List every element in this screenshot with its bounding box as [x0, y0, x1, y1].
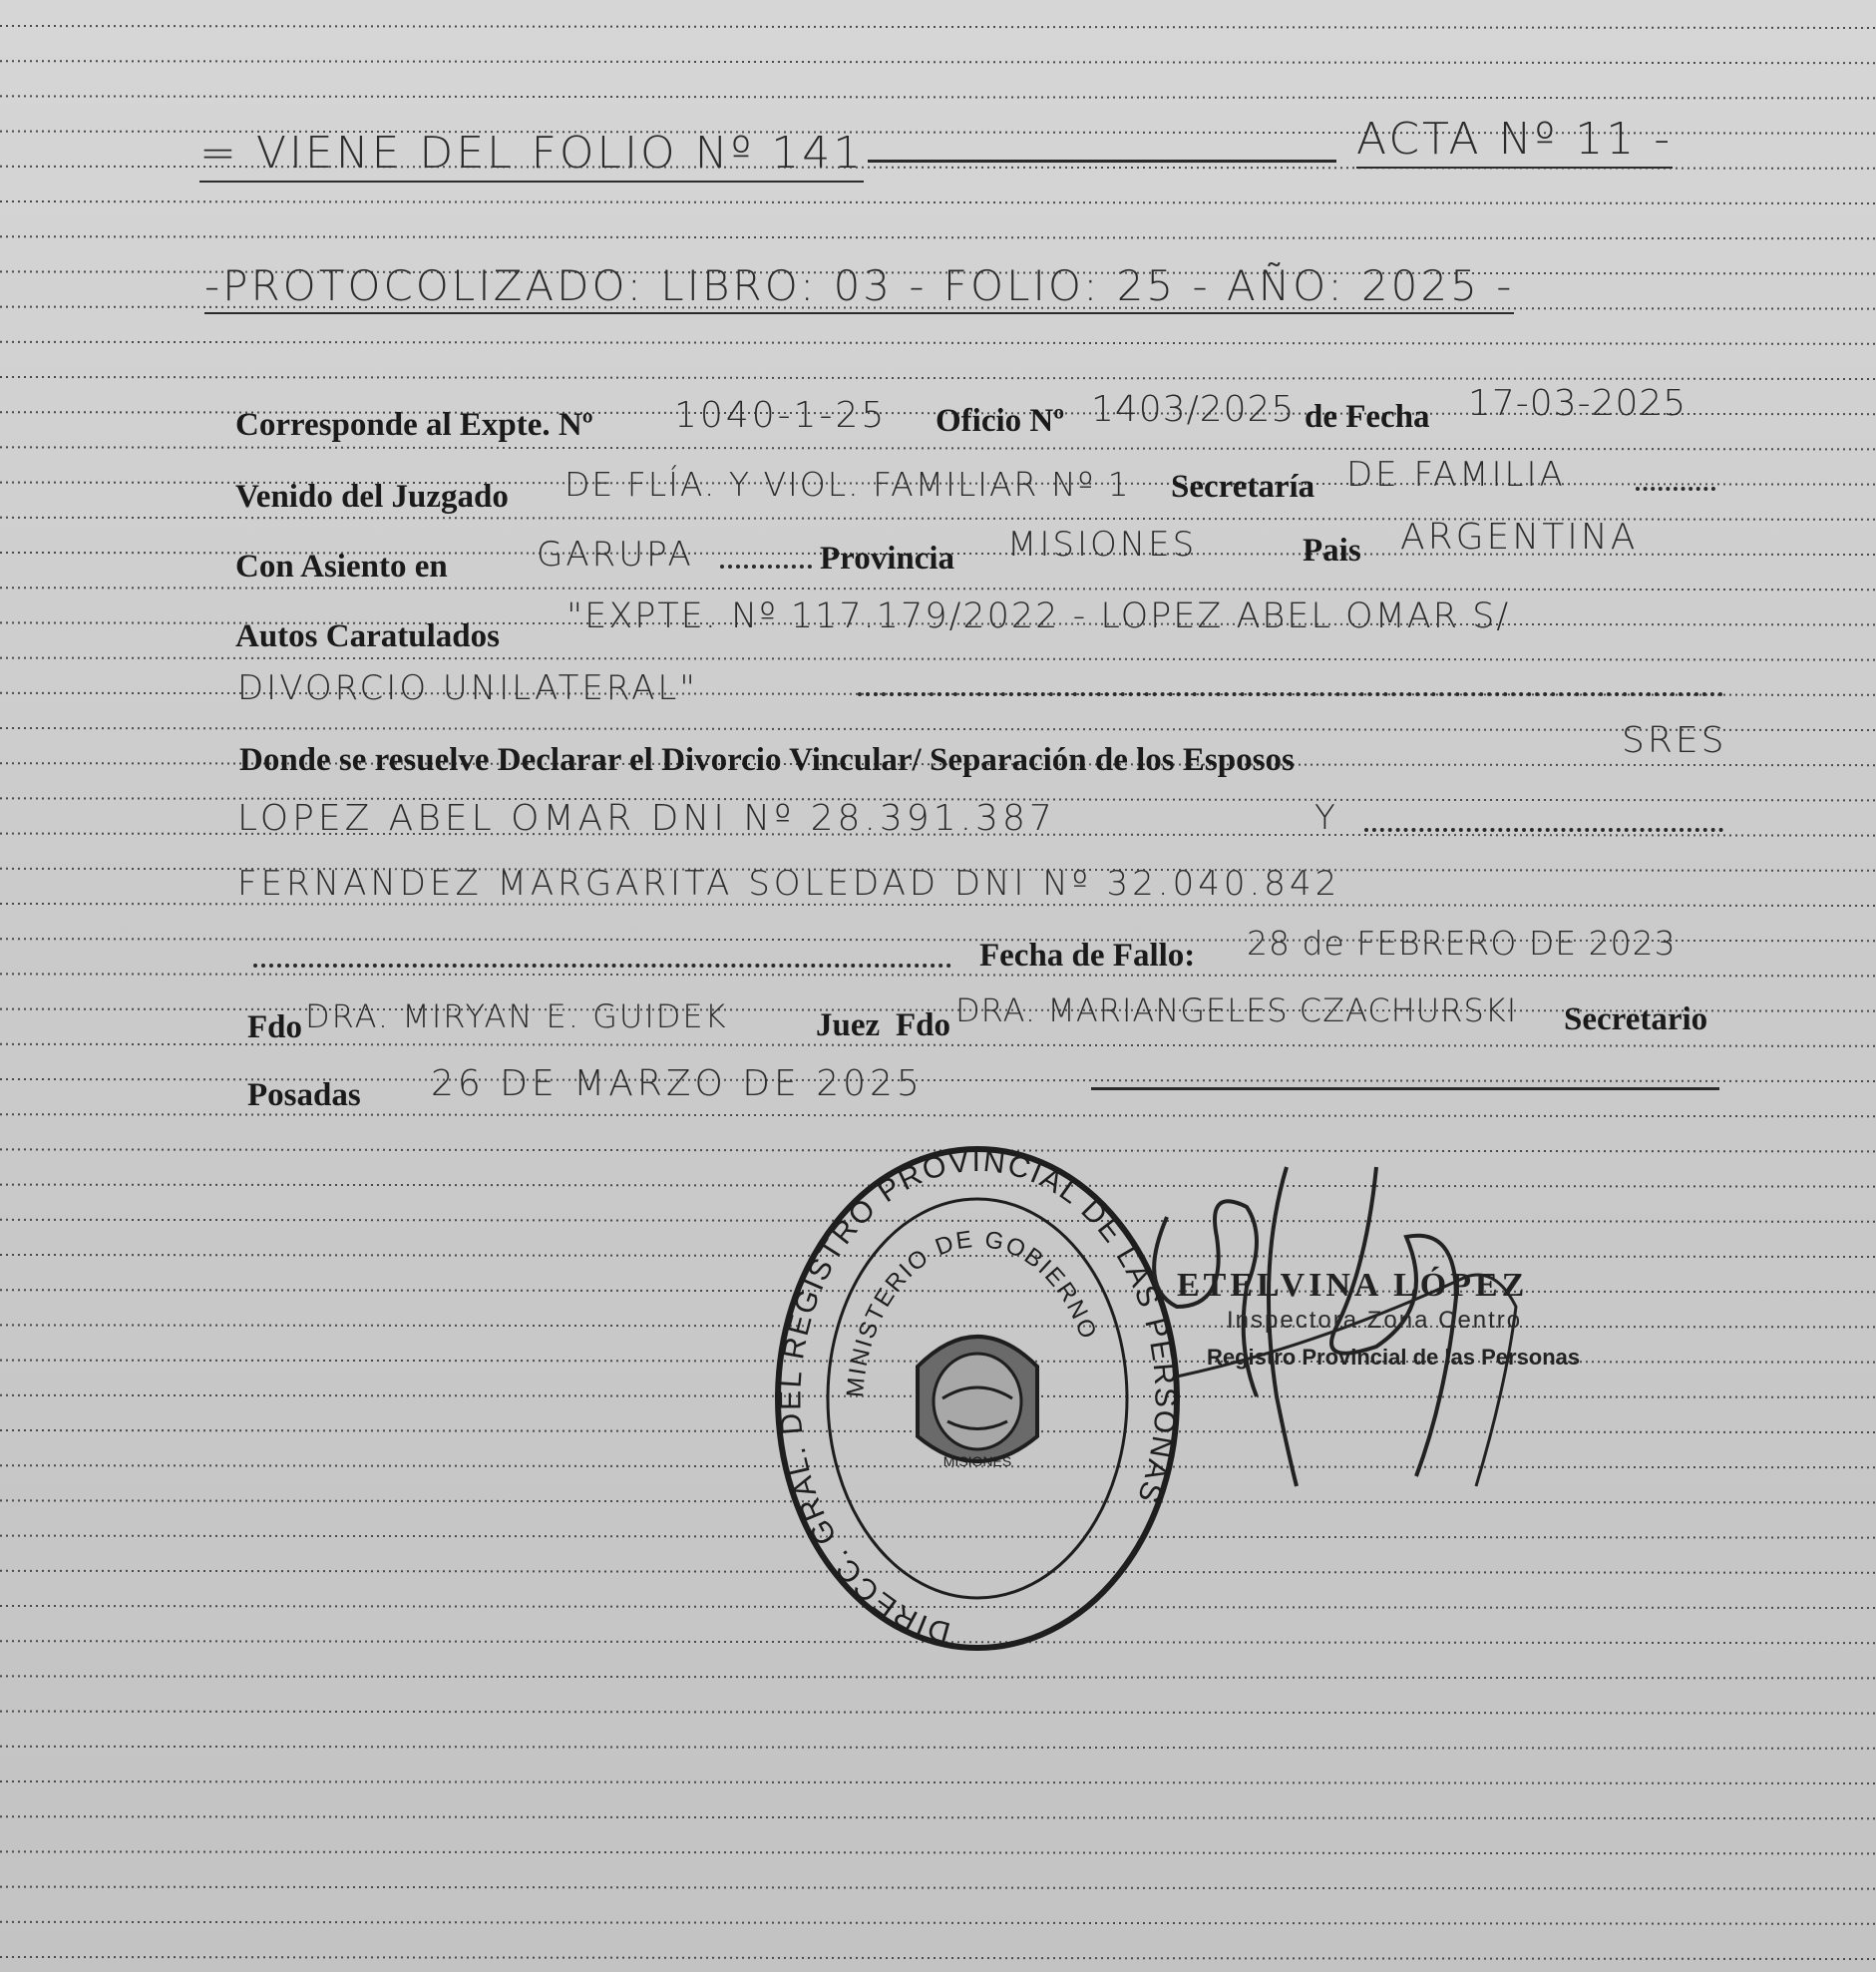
ruled-line	[0, 1781, 1876, 1783]
expte-value: 1040-1-25	[674, 395, 888, 436]
seal-outer-text: DIRECC. GRAL. DEL REGISTRO PROVINCIAL DE LAS PERSONAS	[774, 1144, 1182, 1650]
ruled-line	[0, 377, 1876, 379]
official-seal	[768, 1137, 1187, 1656]
ruled-line	[0, 1676, 1876, 1678]
pais-value: ARGENTINA	[1400, 517, 1639, 558]
asiento-dots	[720, 565, 812, 569]
fecha-label: de Fecha	[1305, 399, 1430, 435]
juzgado-value: DE FLÍA. Y VIOL. FAMILIAR Nº 1	[564, 465, 1131, 504]
provincia-label: Provincia	[820, 541, 955, 577]
autos-value: "EXPTE. Nº 117.179/2022 - LOPEZ ABEL OMAR S/	[566, 596, 1511, 636]
ruled-line	[0, 1816, 1876, 1818]
stamp-org: Registro Provincial de las Personas	[1207, 1345, 1581, 1370]
fdo2-value: DRA. MARIANGELES CZACHURSKI	[955, 991, 1518, 1029]
conj-value: Y	[1314, 798, 1338, 838]
secretaria-value: DE FAMILIA	[1346, 455, 1566, 495]
juez-label: Juez	[816, 1007, 881, 1043]
secretario-label: Secretario	[1564, 1001, 1708, 1037]
autos-dots	[858, 692, 1723, 696]
ruled-line	[0, 974, 1876, 976]
coat-of-arms-icon	[918, 1337, 1037, 1461]
ruled-line	[0, 658, 1876, 660]
stamp-name: ETELVINA LÓPEZ	[1177, 1267, 1529, 1304]
ruled-line	[0, 1887, 1876, 1889]
ruled-line	[0, 26, 1876, 28]
fdo2-label: Fdo	[896, 1007, 951, 1043]
ruled-line	[0, 201, 1876, 203]
asiento-value: GARUPA	[537, 535, 694, 575]
header-rule	[868, 160, 1336, 163]
pais-label: Pais	[1303, 533, 1361, 569]
ruled-line	[0, 904, 1876, 906]
autos-label: Autos Caratulados	[235, 618, 500, 654]
secretaria-dots	[1636, 487, 1715, 491]
inspector-stamp	[1177, 1267, 1580, 1371]
ruled-line	[0, 588, 1876, 590]
oficio-label: Oficio Nº	[936, 403, 1065, 439]
ruled-line	[0, 61, 1876, 63]
stamp-title: Inspectora Zona Centro	[1227, 1307, 1523, 1334]
posadas-value: 26 DE MARZO DE 2025	[431, 1063, 924, 1104]
oficio-value: 1403/2025	[1091, 389, 1296, 430]
provincia-value: MISIONES	[1007, 525, 1198, 565]
fallo-dots	[253, 964, 951, 968]
ruled-line	[0, 236, 1876, 238]
posadas-rule	[1091, 1087, 1719, 1090]
fecha-value: 17-03-2025	[1468, 383, 1688, 424]
resuelve-label: Donde se resuelve Declarar el Divorcio Vincular/ Separación de los Esposos	[239, 742, 1295, 778]
juzgado-label: Venido del Juzgado	[235, 479, 509, 515]
esposo1-value: LOPEZ ABEL OMAR DNI Nº 28.391.387	[237, 798, 1056, 839]
seal-emblem-text: MISIONES	[942, 1453, 1012, 1469]
ruled-line	[0, 1922, 1876, 1924]
ruled-line	[0, 447, 1876, 449]
resuelve-value: SRES	[1622, 720, 1727, 761]
fdo1-label: Fdo	[247, 1009, 303, 1045]
expte-label: Corresponde al Expte. Nº	[235, 407, 593, 443]
ruled-line	[0, 1851, 1876, 1853]
posadas-label: Posadas	[247, 1077, 361, 1113]
fdo1-value: DRA. MIRYAN E. GUIDEK	[305, 997, 728, 1035]
seal-inner-text: MINISTERIO DE GOBIERNO	[841, 1225, 1103, 1398]
header-folio: = VIENE DEL FOLIO Nº 141	[199, 128, 864, 183]
ruled-line	[0, 1957, 1876, 1959]
fallo-label: Fecha de Fallo:	[979, 938, 1196, 974]
asiento-label: Con Asiento en	[235, 549, 448, 585]
header-acta: ACTA Nº 11 -	[1356, 114, 1673, 169]
ruled-line	[0, 342, 1876, 344]
fallo-value: 28 de FEBRERO DE 2023	[1247, 924, 1677, 963]
esposo2-value: FERNANDEZ MARGARITA SOLEDAD DNI Nº 32.040.842	[237, 864, 1341, 904]
esposo1-dots	[1364, 828, 1723, 832]
header-protocolizado: -PROTOCOLIZADO: LIBRO: 03 - FOLIO: 25 - AÑO: 2025 -	[204, 261, 1514, 314]
autos-continuation: DIVORCIO UNILATERAL"	[237, 668, 698, 708]
secretaria-label: Secretaría	[1171, 469, 1315, 505]
ruled-line	[0, 1712, 1876, 1714]
ruled-line	[0, 1114, 1876, 1116]
ruled-line	[0, 1747, 1876, 1749]
ruled-line	[0, 96, 1876, 98]
ruled-line	[0, 728, 1876, 730]
